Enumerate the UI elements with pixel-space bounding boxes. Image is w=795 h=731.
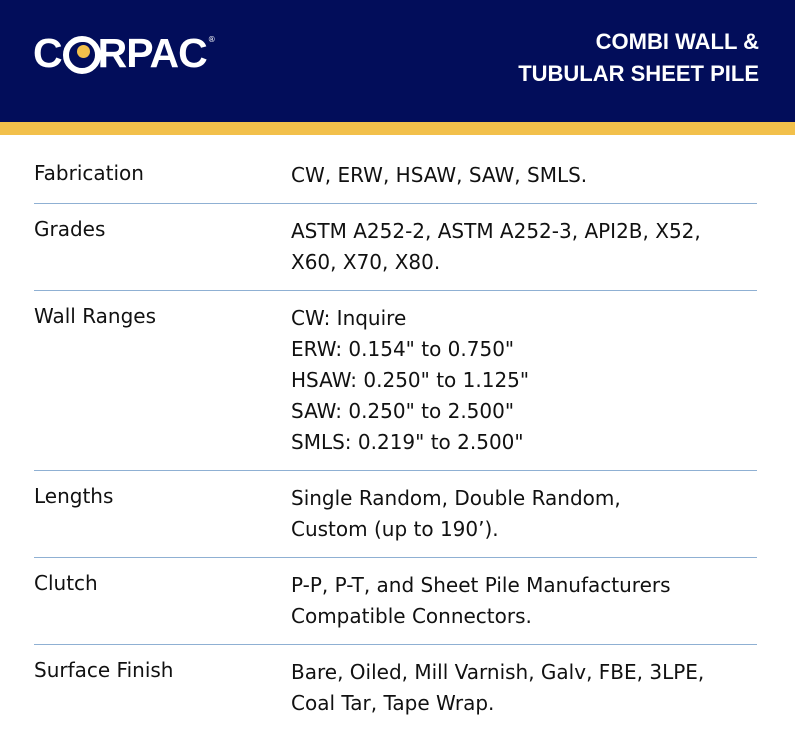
- logo-circle-icon: [63, 36, 97, 70]
- spec-label: Clutch: [34, 571, 98, 595]
- spec-row-surface-finish: [34, 645, 757, 731]
- spec-label: Grades: [34, 217, 106, 241]
- spec-value: Bare, Oiled, Mill Varnish, Galv, FBE, 3LPE, Coal Tar, Tape Wrap.: [291, 660, 705, 715]
- corpac-logo: [33, 30, 216, 76]
- logo-letters: RPAC: [97, 30, 207, 76]
- spec-value: Single Random, Double Random, Custom (up to 190’).: [291, 486, 621, 541]
- page-title: [518, 26, 759, 90]
- spec-label: Fabrication: [34, 161, 144, 185]
- spec-row-grades: [34, 204, 757, 291]
- title-line-1: COMBI WALL &: [595, 29, 759, 54]
- spec-row-fabrication: [34, 148, 757, 204]
- spec-label: Lengths: [34, 484, 114, 508]
- spec-row-wall-ranges: [34, 291, 757, 471]
- spec-row-lengths: [34, 471, 757, 558]
- spec-value: ASTM A252-2, ASTM A252-3, API2B, X52, X60, X70, X80.: [291, 219, 701, 274]
- spec-label: Wall Ranges: [34, 304, 157, 328]
- spec-row-clutch: [34, 558, 757, 645]
- title-line-2: TUBULAR SHEET PILE: [518, 61, 759, 86]
- registered-mark: ®: [207, 35, 216, 44]
- spec-label: Surface Finish: [34, 658, 174, 682]
- spec-value: CW, ERW, HSAW, SAW, SMLS.: [291, 163, 588, 187]
- logo-letter-c: C: [33, 30, 62, 76]
- spec-table: [34, 148, 757, 731]
- spec-value: CW: Inquire ERW: 0.154" to 0.750" HSAW: 0.250" to 1.125" SAW: 0.250" to 2.500" SMLS: 0.219" to 2.500": [291, 306, 530, 454]
- gold-stripe: [0, 122, 795, 135]
- spec-value: P-P, P-T, and Sheet Pile Manufacturers Compatible Connectors.: [291, 573, 671, 628]
- header-banner: [0, 0, 795, 122]
